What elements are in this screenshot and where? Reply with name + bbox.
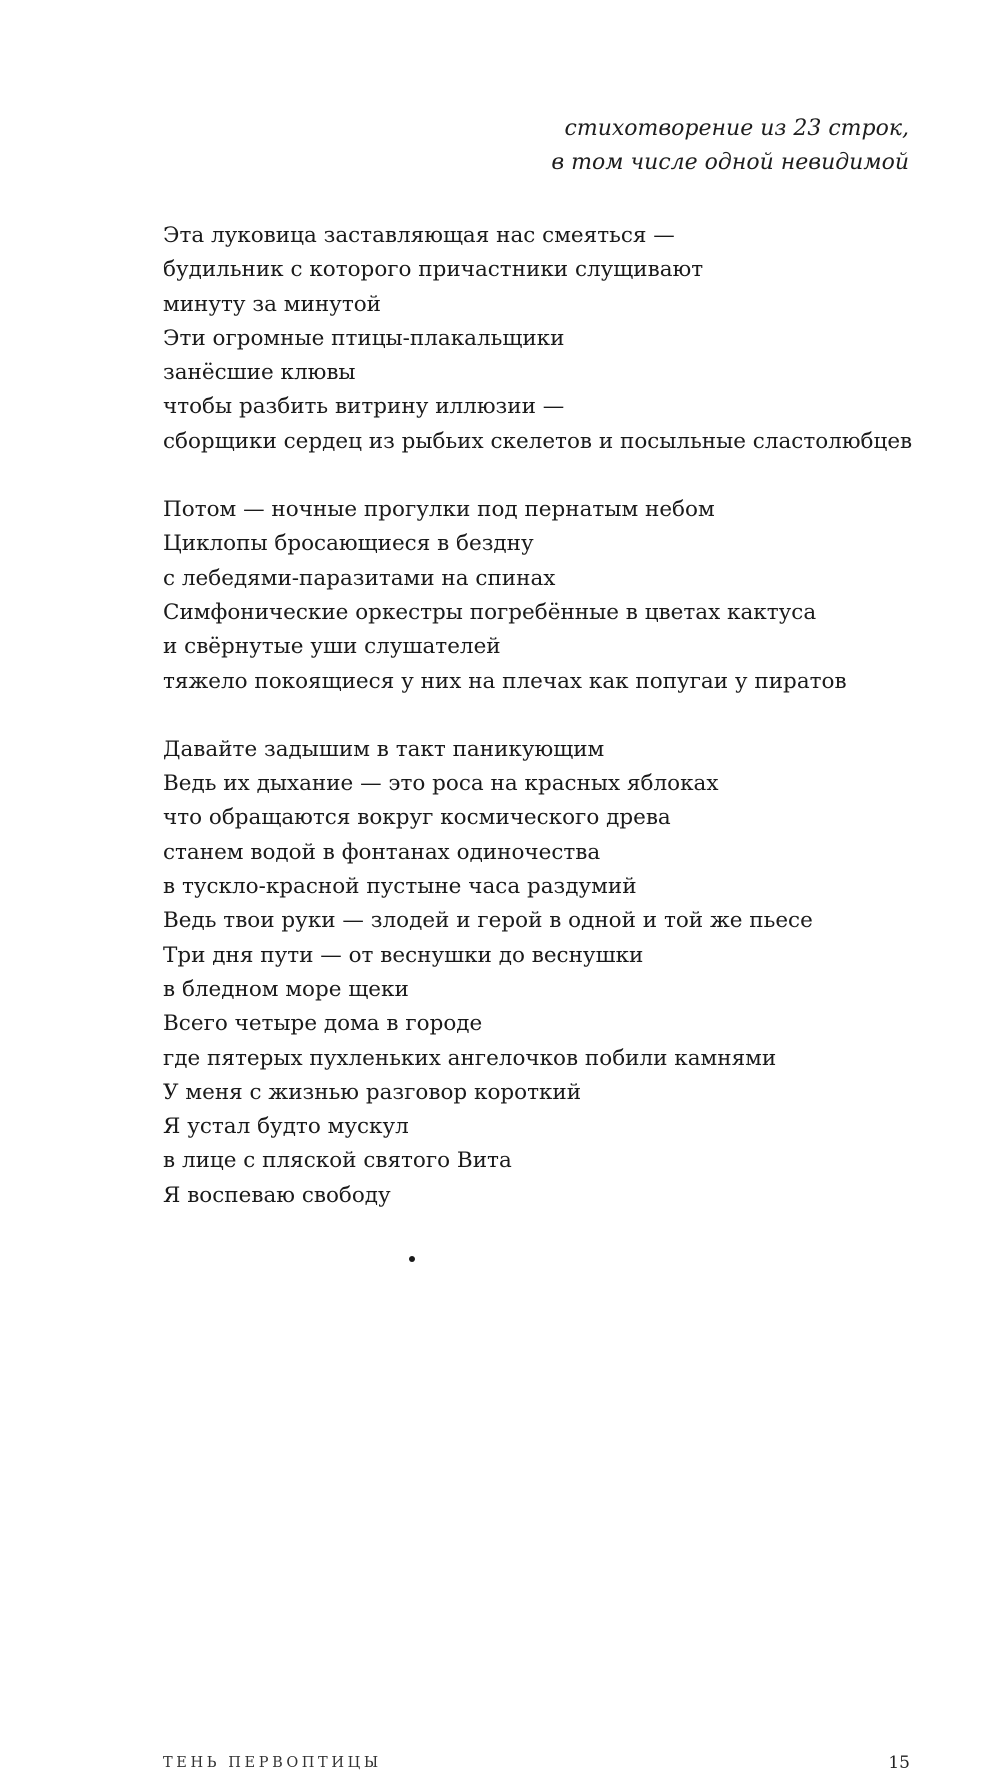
poem-line: Эти огромные птицы-плакальщики: [163, 325, 565, 351]
poem-line: станем водой в фонтанах одиночества: [163, 839, 601, 865]
poem-line: Эта луковица заставляющая нас смеяться —: [163, 223, 675, 248]
poem-line: чтобы разбить витрину иллюзии —: [163, 394, 565, 420]
poem-line: что обращаются вокруг космического древа: [163, 805, 671, 831]
end-bullet-ornament: [409, 1256, 415, 1262]
poem-line: У меня с жизнью разговор короткий: [163, 1079, 582, 1105]
poem-line: Потом — ночные прогулки под пернатым небом: [163, 497, 715, 523]
page-number: 15: [888, 1753, 910, 1773]
poem-line: Циклопы бросающиеся в бездну: [163, 531, 534, 557]
epigraph: [309, 112, 909, 180]
stanza-3: [163, 733, 963, 1213]
running-title: ТЕНЬ ПЕРВОПТИЦЫ: [163, 1755, 382, 1771]
stanza-2: [163, 493, 963, 699]
poem-line: в лице с пляской святого Вита: [163, 1148, 512, 1174]
poem-line: и свёрнутые уши слушателей: [163, 634, 501, 660]
poem-line: с лебедями-паразитами на спинах: [163, 565, 556, 591]
poem-line: Симфонические оркестры погребённые в цветах кактуса: [163, 599, 817, 625]
poem-line: сборщики сердец из рыбьих скелетов и посыльные сластолюбцев: [163, 428, 913, 454]
stanza-1: [163, 219, 963, 459]
poem-line: Ведь твои руки — злодей и герой в одной и той же пьесе: [163, 908, 813, 934]
poem-line: в бледном море щеки: [163, 976, 409, 1002]
poem-line: Я воспеваю свободу: [163, 1182, 391, 1208]
poem-line: Я устал будто мускул: [163, 1114, 409, 1140]
poem-line: занёсшие клювы: [163, 360, 356, 386]
epigraph-line-2: в том числе одной невидимой: [551, 150, 909, 175]
epigraph-line-1: стихотворение из 23 строк,: [564, 116, 909, 141]
poem-line: Три дня пути — от веснушки до веснушки: [163, 942, 644, 968]
poem-line: где пятерых пухленьких ангелочков побили камнями: [163, 1045, 777, 1071]
poem-line: Давайте задышим в такт паникующим: [163, 736, 605, 762]
poem-line: тяжело покоящиеся у них на плечах как попугаи у пиратов: [163, 668, 847, 694]
poem-body: [163, 219, 963, 1213]
poem-line: будильник с которого причастники слущивают: [163, 257, 704, 283]
poem-line: в тускло-красной пустыне часа раздумий: [163, 874, 637, 900]
poem-line: минуту за минутой: [163, 291, 381, 317]
poem-line: Ведь их дыхание — это роса на красных яблоках: [163, 771, 719, 797]
poem-line: Всего четыре дома в городе: [163, 1011, 483, 1037]
